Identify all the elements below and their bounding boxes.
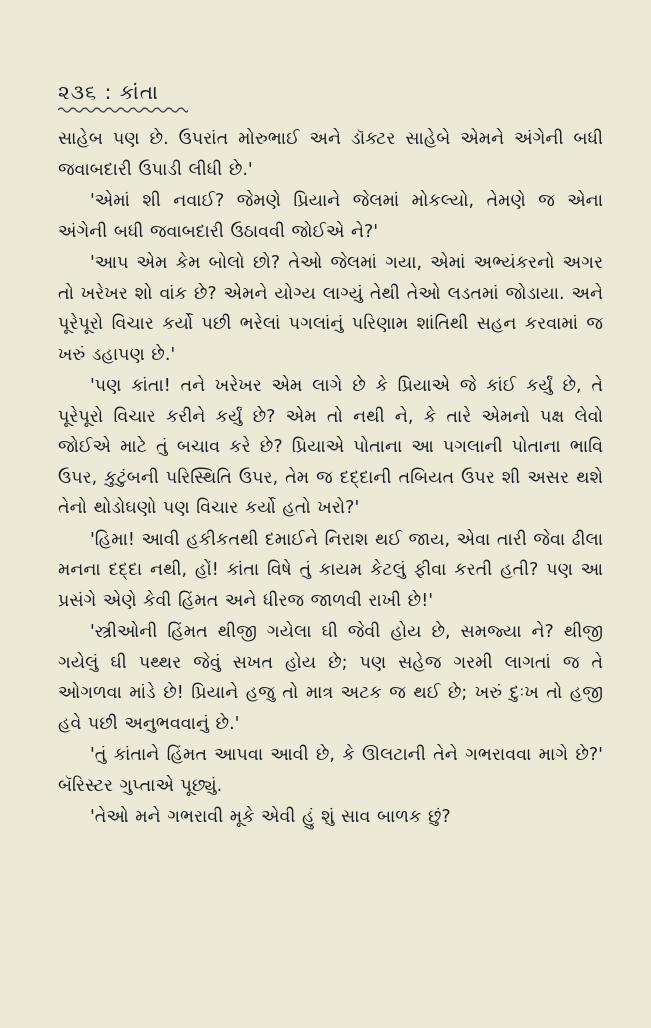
header-separator: : bbox=[104, 80, 113, 104]
page-number: ૨૩૬ bbox=[58, 80, 98, 104]
paragraph-5: 'હિમા! આવી હકીકતથી દમાઈને નિરાશ થઈ જાય, એવા તારી જેવા ઢીલા મનના દદ્દા નથી, હોં! કાંતા વિષે તું કાયમ કેટલું ફીવા કરતી હતી? પણ આ પ્રસંગે એણે કેવી હિંમત અને ધીરજ જાળવી રાખી છે!' bbox=[58, 529, 603, 611]
paragraph-8: 'તેઓ મને ગભરાવી મૂકે એવી હું શું સાવ બાળક છું? bbox=[90, 807, 451, 827]
body-text bbox=[58, 124, 603, 833]
running-title: કાંતા bbox=[119, 80, 159, 104]
paragraph-1: સાહેબ પણ છે. ઉપરાંત મોરુભાઈ અને ડૉક્ટર સાહેબે એમને અંગેની બધી જવાબદારી ઉપાડી લીધી છે.' bbox=[58, 129, 603, 180]
paragraph-7: 'તું કાંતાને હિંમત આપવા આવી છે, કે ઊલટાની તેને ગભરાવવા માગે છે?' બૅરિસ્ટર ગુપ્તાએ પૂછ્યું. bbox=[58, 745, 603, 796]
running-head bbox=[58, 80, 159, 104]
paragraph-2: 'એમાં શી નવાઈ? જેમણે પ્રિયાને જેલમાં મોકલ્યો, તેમણે જ એના અંગેની બધી જવાબદારી ઉઠાવવી જોઈએ ને?' bbox=[58, 191, 603, 242]
paragraph-3: 'આપ એમ કેમ બોલો છો? તેઓ જેલમાં ગયા, એમાં અભ્યંકરનો અગર તો ખરેખર શો વાંક છે? એમને યોગ્ય લાગ્યું તેથી તેઓ લડતમાં જોડાયા. અને પૂરેપૂરો વિચાર કર્યો પછી ભરેલાં પગલાંનું પરિણામ શાંતિથી સહન કરવામાં જ ખરું ડહાપણ છે.' bbox=[58, 253, 603, 365]
paragraph-4: 'પણ કાંતા! તને ખરેખર એમ લાગે છે કે પ્રિયાએ જે કાંઈ કર્યું છે, તે પૂરેપૂરો વિચાર કરીને કર્યું છે? એમ તો નથી ને, કે તારે એમનો પક્ષ લેવો જોઈએ માટે તું બચાવ કરે છે? પ્રિયાએ પોતાના આ પગલાની પોતાના ભાવિ ઉપર, કુટુંબની પરિસ્થિતિ ઉપર, તેમ જ દદ્દાની તબિયત ઉપર શી અસર થશે તેનો થોડોઘણો પણ વિચાર કર્યો હતો ખરો?' bbox=[58, 376, 603, 518]
paragraph-6: 'સ્ત્રીઓની હિંમત થીજી ગયેલા ઘી જેવી હોય છે, સમજ્યા ને? થીજી ગયેલું ઘી પથ્થર જેવું સખત હોય છે; પણ સહેજ ગરમી લાગતાં જ તે ઓગળવા માંડે છે! પ્રિયાને હજુ તો માત્ર અટક જ થઈ છે; ખરું દુઃખ તો હજી હવે પછી અનુભવવાનું છે.' bbox=[58, 622, 603, 734]
wavy-rule bbox=[58, 106, 188, 114]
